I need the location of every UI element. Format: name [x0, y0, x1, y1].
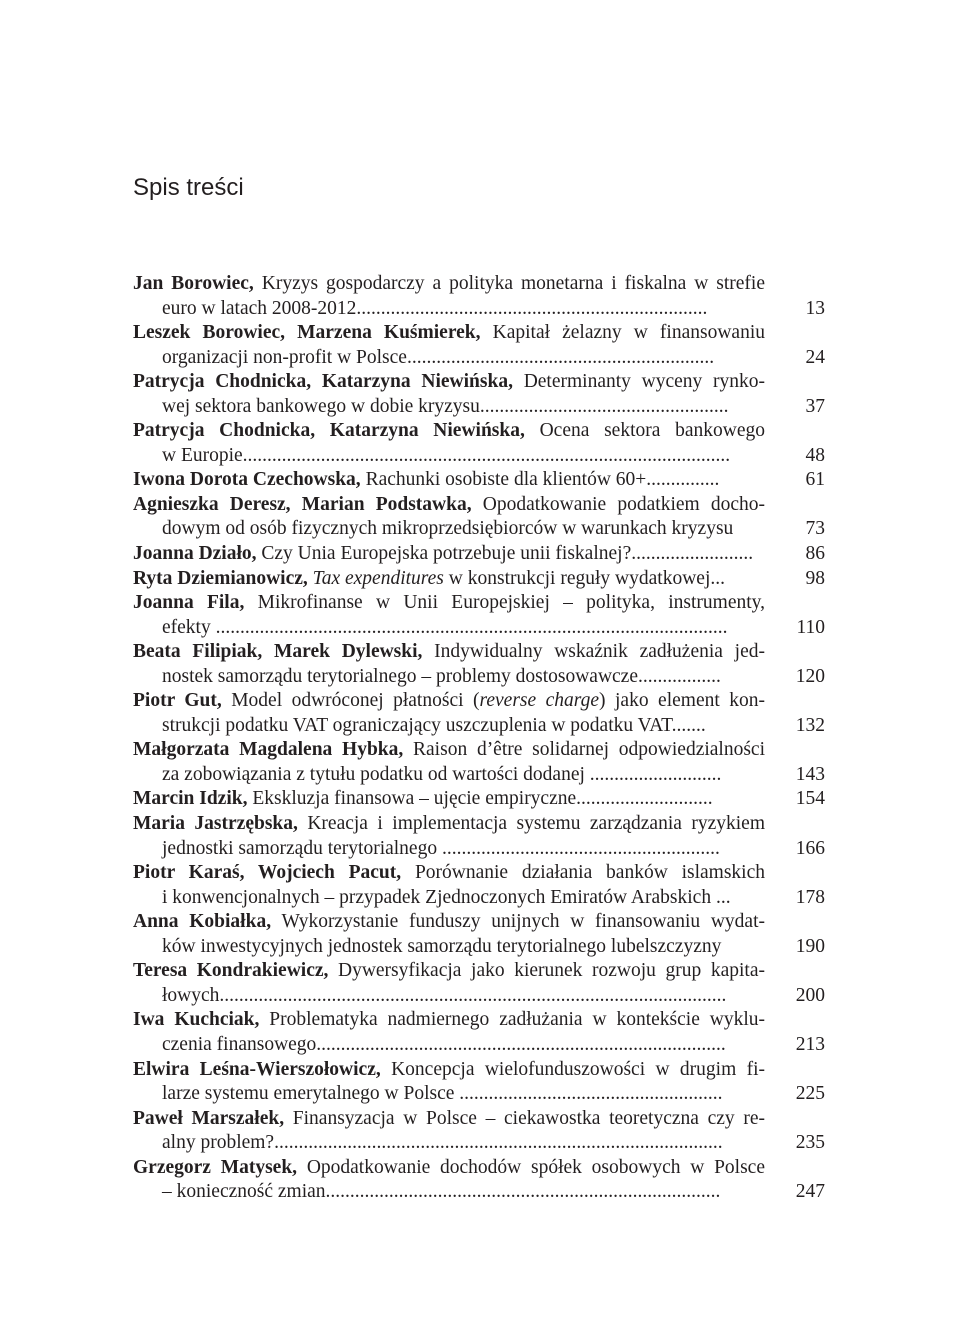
toc-title: organizacji non-profit w Polsce............................................................... — [162, 346, 715, 368]
toc-entry-text — [133, 738, 765, 787]
toc-page-number: 154 — [795, 788, 825, 810]
toc-entry-line — [133, 1082, 765, 1107]
toc-page-number: 61 — [805, 469, 825, 491]
toc-entry-line — [133, 395, 765, 420]
toc-entry-line — [133, 517, 765, 542]
toc-title: Finansyzacja w Polsce – ciekawostka teoretyczna czy re- — [284, 1107, 765, 1129]
toc-title: Dywersyfikacja jako kierunek rozwoju grup kapita- — [328, 960, 765, 982]
toc-title: wej sektora bankowego w dobie kryzysu................................................... — [162, 395, 729, 417]
toc-author: Piotr Karaś, Wojciech Pacut, — [133, 862, 402, 884]
toc-entry[interactable] — [133, 419, 825, 468]
toc-author: Iwona Dorota Czechowska, — [133, 469, 361, 491]
toc-page-number: 178 — [795, 886, 825, 908]
toc-title: łowych........................................................................................................ — [162, 984, 727, 1006]
toc-page-number: 120 — [795, 665, 825, 687]
toc-title: efekty ......................................................................................................... — [162, 616, 728, 638]
toc-title-italic: Tax expenditures — [312, 567, 444, 589]
toc-entry-text — [133, 1008, 765, 1057]
toc-title: Ocena sektora bankowego — [524, 420, 765, 442]
toc-title: alny problem?............................................................................................ — [162, 1132, 723, 1154]
toc-entry-line — [133, 1107, 765, 1132]
toc-entry[interactable] — [133, 738, 825, 787]
toc-entry-line — [133, 542, 765, 567]
toc-entry[interactable] — [133, 272, 825, 321]
toc-author: Patrycja Chodnicka, Katarzyna Niewińska, — [133, 420, 525, 442]
toc-entry[interactable] — [133, 812, 825, 861]
toc-entry-line — [133, 1180, 765, 1205]
toc-page-number: 132 — [795, 714, 825, 736]
toc-page-number: 213 — [795, 1033, 825, 1055]
toc-entry-line — [133, 640, 765, 665]
toc-entry-line — [133, 1033, 765, 1058]
toc-entry-line — [133, 370, 765, 395]
toc-entry-line — [133, 886, 765, 911]
toc-entry[interactable] — [133, 542, 825, 567]
toc-title: ków inwestycyjnych jednostek samorządu terytorialnego lubelszczyzny — [162, 935, 722, 957]
toc-author: Iwa Kuchciak, — [133, 1009, 260, 1031]
toc-title: Koncepcja wielofunduszowości w drugim fi- — [380, 1058, 765, 1080]
toc-author: Teresa Kondrakiewicz, — [133, 960, 329, 982]
toc-entry-text — [133, 787, 765, 812]
toc-author: Ryta Dziemianowicz, — [133, 567, 308, 589]
toc-entry-line — [133, 738, 765, 763]
toc-title: – konieczność zmian................................................................................. — [162, 1181, 721, 1203]
toc-entry-line — [133, 297, 765, 322]
toc-title: jednostki samorządu terytorialnego ......................................................... — [162, 837, 720, 859]
toc-entry-text — [133, 689, 765, 738]
toc-entry[interactable] — [133, 787, 825, 812]
toc-entry-line — [133, 861, 765, 886]
toc-author: Marcin Idzik, — [133, 788, 248, 810]
toc-title: euro w latach 2008-2012........................................................................ — [162, 297, 708, 319]
toc-entry-line — [133, 959, 765, 984]
toc-title: Determinanty wyceny rynko- — [512, 371, 765, 393]
toc-entry-text — [133, 321, 765, 370]
toc-entry-line — [133, 616, 765, 641]
toc-page-number: 48 — [805, 444, 825, 466]
toc-entry-line — [133, 272, 765, 297]
toc-entry[interactable] — [133, 567, 825, 592]
toc-page-number: 225 — [795, 1083, 825, 1105]
toc-entry-line — [133, 1131, 765, 1156]
toc-author: Jan Borowiec, — [133, 273, 254, 294]
toc-author: Grzegorz Matysek, — [133, 1156, 298, 1178]
toc-title: dowym od osób fizycznych mikroprzedsiębiorców w warunkach kryzysu — [162, 518, 734, 540]
toc-page-number: 200 — [795, 984, 825, 1006]
toc-title: w konstrukcji reguły wydatkowej... — [443, 567, 725, 589]
toc-entry[interactable] — [133, 1008, 825, 1057]
toc-entry[interactable] — [133, 689, 825, 738]
toc-entry-text — [133, 419, 765, 468]
toc-author: Agnieszka Deresz, Marian Podstawka, — [133, 493, 472, 515]
toc-entry-text — [133, 1156, 765, 1205]
toc-title: Problematyka nadmiernego zadłużania w kontekście wyklu- — [259, 1009, 765, 1031]
toc-entry-line — [133, 763, 765, 788]
toc-page-number: 13 — [805, 297, 825, 319]
toc-entry[interactable] — [133, 591, 825, 640]
toc-title: Ekskluzja finansowa – ujęcie empiryczne............................ — [247, 788, 713, 810]
toc-entry-line — [133, 910, 765, 935]
toc-author: Joanna Fila, — [133, 592, 245, 614]
toc-page-number: 37 — [805, 395, 825, 417]
toc-entry-line — [133, 812, 765, 837]
toc-entry-line — [133, 1058, 765, 1083]
toc-author: Maria Jastrzębska, — [133, 813, 298, 835]
toc-title: czenia finansowego.................................................................................... — [162, 1033, 726, 1055]
toc-title: Opodatkowanie dochodów spółek osobowych w Polsce — [297, 1156, 765, 1178]
toc-entry-text — [133, 640, 765, 689]
table-of-contents — [133, 272, 825, 1205]
toc-title: i konwencjonalnych – przypadek Zjednoczonych Emiratów Arabskich ... — [162, 886, 731, 908]
toc-title: larze systemu emerytalnego w Polsce ...................................................... — [162, 1083, 723, 1105]
toc-title: Rachunki osobiste dla klientów 60+............... — [360, 469, 720, 491]
toc-page-number: 24 — [805, 346, 825, 368]
toc-title: Raison d’être solidarnej odpowiedzialności — [403, 739, 765, 761]
toc-page-number: 73 — [805, 518, 825, 540]
toc-entry[interactable] — [133, 370, 825, 419]
toc-entry-line — [133, 321, 765, 346]
toc-page-number: 110 — [796, 616, 825, 638]
toc-entry[interactable] — [133, 1156, 825, 1205]
toc-entry[interactable] — [133, 861, 825, 910]
toc-entry-line — [133, 714, 765, 739]
toc-title: Model odwróconej płatności ( — [221, 690, 480, 712]
toc-title: Mikrofinanse w Unii Europejskiej – polityka, instrumenty, — [244, 592, 765, 614]
toc-title: nostek samorządu terytorialnego – problemy dostosowawcze................. — [162, 665, 721, 687]
toc-title: Czy Unia Europejska potrzebuje unii fiskalnej?......................... — [256, 543, 754, 565]
toc-author: Paweł Marszałek, — [133, 1107, 285, 1129]
toc-title: za zobowiązania z tytułu podatku od wartości dodanej ........................... — [162, 763, 722, 785]
toc-entry-line — [133, 1008, 765, 1033]
toc-entry[interactable] — [133, 1107, 825, 1156]
toc-title: Opodatkowanie podatkiem docho- — [471, 493, 765, 515]
toc-entry-text — [133, 861, 765, 910]
toc-entry-text — [133, 272, 765, 321]
toc-title: Wykorzystanie funduszy unijnych w finansowaniu wydat- — [271, 911, 765, 933]
toc-entry[interactable] — [133, 640, 825, 689]
toc-title: Kapitał żelazny w finansowaniu — [480, 322, 765, 344]
page-title: Spis treści — [133, 174, 244, 201]
toc-entry-text — [133, 959, 765, 1008]
toc-entry-line — [133, 665, 765, 690]
toc-entry-line — [133, 837, 765, 862]
toc-author: Małgorzata Magdalena Hybka, — [133, 739, 404, 761]
toc-entry[interactable] — [133, 1058, 825, 1107]
toc-entry[interactable] — [133, 493, 825, 542]
toc-page-number: 98 — [805, 567, 825, 589]
toc-author: Anna Kobiałka, — [133, 911, 272, 933]
toc-title: Porównanie działania banków islamskich — [401, 862, 765, 884]
toc-title-italic: reverse charge — [479, 690, 600, 712]
toc-title: w Europie.................................................................................................... — [162, 444, 731, 466]
toc-author: Beata Filipiak, Marek Dylewski, — [133, 641, 423, 663]
toc-author: Leszek Borowiec, Marzena Kuśmierek, — [133, 322, 481, 344]
toc-entry-line — [133, 468, 765, 493]
toc-page-number: 247 — [795, 1181, 825, 1203]
toc-entry-text — [133, 812, 765, 861]
toc-entry-text — [133, 1107, 765, 1156]
toc-entry[interactable] — [133, 959, 825, 1008]
toc-entry-line — [133, 346, 765, 371]
toc-title: strukcji podatku VAT ograniczający uszczuplenia w podatku VAT....... — [162, 714, 706, 736]
toc-entry-text — [133, 567, 765, 592]
toc-page-number: 235 — [795, 1132, 825, 1154]
toc-entry-line — [133, 444, 765, 469]
toc-entry-text — [133, 468, 765, 493]
toc-entry-line — [133, 984, 765, 1009]
toc-page-number: 166 — [795, 837, 825, 859]
toc-entry-line — [133, 419, 765, 444]
toc-entry-text — [133, 542, 765, 567]
toc-author: Patrycja Chodnicka, Katarzyna Niewińska, — [133, 371, 513, 393]
toc-entry-text — [133, 910, 765, 959]
toc-title: ) jako element kon- — [599, 690, 765, 712]
toc-author: Joanna Działo, — [133, 543, 257, 565]
toc-entry-line — [133, 935, 765, 960]
toc-author: Piotr Gut, — [133, 690, 222, 712]
toc-entry-line — [133, 567, 765, 592]
toc-title: Indywidualny wskaźnik zadłużenia jed- — [422, 641, 765, 663]
toc-entry[interactable] — [133, 321, 825, 370]
toc-title: Kreacja i implementacja systemu zarządzania ryzykiem — [297, 813, 765, 835]
toc-entry[interactable] — [133, 468, 825, 493]
toc-entry-text — [133, 370, 765, 419]
toc-entry-line — [133, 689, 765, 714]
toc-title: Kryzys gospodarczy a polityka monetarna i fiskalna w strefie — [253, 273, 765, 294]
toc-entry[interactable] — [133, 910, 825, 959]
toc-entry-line — [133, 1156, 765, 1181]
toc-entry-line — [133, 493, 765, 518]
toc-page-number: 190 — [795, 935, 825, 957]
toc-entry-line — [133, 591, 765, 616]
toc-author: Elwira Leśna-Wierszołowicz, — [133, 1058, 381, 1080]
toc-page-number: 143 — [795, 763, 825, 785]
toc-entry-text — [133, 493, 765, 542]
toc-entry-text — [133, 591, 765, 640]
toc-entry-text — [133, 1058, 765, 1107]
toc-entry-line — [133, 787, 765, 812]
toc-page-number: 86 — [805, 543, 825, 565]
